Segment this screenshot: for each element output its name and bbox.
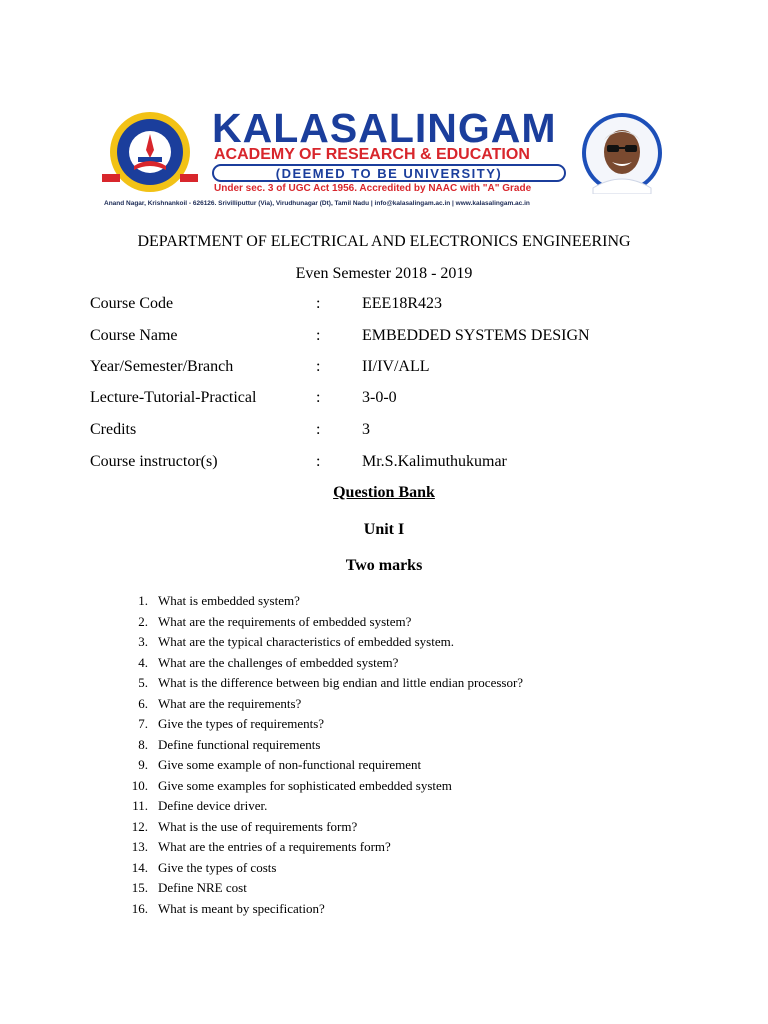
semester-line: Even Semester 2018 - 2019 bbox=[295, 265, 473, 282]
question-item bbox=[0, 838, 768, 859]
question-text: What are the entries of a requirements form? bbox=[158, 839, 391, 854]
separator: : bbox=[316, 453, 321, 470]
question-text: Define device driver. bbox=[158, 798, 268, 813]
question-item bbox=[0, 818, 768, 839]
instructor-value: Mr.S.Kalimuthukumar bbox=[362, 453, 507, 470]
course-name-value: EMBEDDED SYSTEMS DESIGN bbox=[362, 327, 590, 344]
university-name: KALASALINGAM bbox=[212, 105, 557, 151]
question-text: What are the requirements? bbox=[158, 695, 302, 711]
question-item bbox=[0, 797, 768, 818]
question-number: 12. bbox=[131, 818, 148, 834]
ltp-value: 3-0-0 bbox=[362, 389, 397, 406]
question-number: 9. bbox=[138, 757, 148, 772]
question-number: 2. bbox=[138, 613, 148, 629]
instructor-label: Course instructor(s) bbox=[90, 453, 218, 470]
year-semester-branch-label: Year/Semester/Branch bbox=[90, 358, 234, 375]
question-text: What is the difference between big endian and little endian processor? bbox=[158, 675, 524, 690]
question-number: 10. bbox=[131, 777, 148, 793]
address-line: Anand Nagar, Krishnankoil - 626126. Srivilliputtur (Via), Virudhunagar (Dt), Tamil Nadu | info@kalasalingam.ac.in | www.kalasalingam.ac.in bbox=[104, 200, 530, 207]
founder-portrait bbox=[575, 112, 669, 194]
university-subtitle: ACADEMY OF RESEARCH & EDUCATION bbox=[214, 146, 530, 163]
question-text: Give the types of costs bbox=[158, 859, 277, 875]
question-number: 16. bbox=[131, 900, 148, 916]
question-text: What is embedded system? bbox=[158, 593, 300, 608]
separator: : bbox=[316, 358, 321, 375]
question-text: What is meant by specification? bbox=[158, 900, 325, 916]
question-text: Define NRE cost bbox=[158, 880, 247, 895]
question-text: Give the types of requirements? bbox=[158, 716, 325, 731]
question-item bbox=[0, 674, 768, 695]
year-semester-branch-value: II/IV/ALL bbox=[362, 358, 430, 375]
letterhead bbox=[0, 0, 768, 220]
question-text: Define functional requirements bbox=[158, 736, 321, 752]
question-number: 7. bbox=[138, 716, 148, 731]
course-code-value: EEE18R423 bbox=[362, 295, 442, 312]
credits-value: 3 bbox=[362, 421, 370, 438]
credits-label: Credits bbox=[90, 421, 137, 438]
question-item bbox=[0, 633, 768, 654]
question-text: Give some example of non-functional requirement bbox=[158, 757, 422, 772]
question-text: What are the typical characteristics of embedded system. bbox=[158, 634, 454, 649]
question-number: 14. bbox=[131, 859, 148, 875]
question-item bbox=[0, 592, 768, 613]
question-item bbox=[0, 695, 768, 716]
separator: : bbox=[316, 389, 321, 406]
unit-heading: Unit I bbox=[363, 521, 405, 538]
question-number: 3. bbox=[138, 634, 148, 649]
question-item bbox=[0, 900, 768, 921]
question-number: 4. bbox=[138, 654, 148, 670]
question-item bbox=[0, 736, 768, 757]
course-name-label: Course Name bbox=[90, 327, 178, 344]
question-item bbox=[0, 777, 768, 798]
question-number: 13. bbox=[131, 839, 148, 854]
separator: : bbox=[316, 421, 321, 438]
question-number: 6. bbox=[138, 695, 148, 711]
ltp-label: Lecture-Tutorial-Practical bbox=[90, 389, 257, 406]
question-number: 1. bbox=[138, 593, 148, 608]
question-text: What are the challenges of embedded system? bbox=[158, 654, 399, 670]
question-item bbox=[0, 756, 768, 777]
course-code-label: Course Code bbox=[90, 295, 174, 312]
question-item bbox=[0, 879, 768, 900]
question-text: What are the requirements of embedded system? bbox=[158, 613, 412, 629]
separator: : bbox=[316, 327, 321, 344]
question-number: 5. bbox=[138, 675, 148, 690]
question-item bbox=[0, 859, 768, 880]
question-bank-heading: Question Bank bbox=[333, 484, 435, 501]
department-title: DEPARTMENT OF ELECTRICAL AND ELECTRONICS ENGINEERING bbox=[137, 233, 631, 250]
question-item bbox=[0, 654, 768, 675]
question-list bbox=[0, 592, 768, 920]
question-text: What is the use of requirements form? bbox=[158, 818, 358, 834]
question-number: 15. bbox=[131, 880, 148, 895]
question-number: 11. bbox=[132, 798, 148, 813]
university-seal-logo bbox=[98, 110, 202, 196]
accreditation-text: Under sec. 3 of UGC Act 1956. Accredited by NAAC with "A" Grade bbox=[214, 183, 532, 194]
separator: : bbox=[316, 295, 321, 312]
section-heading: Two marks bbox=[345, 557, 423, 574]
question-item bbox=[0, 715, 768, 736]
question-text: Give some examples for sophisticated embedded system bbox=[158, 777, 452, 793]
deemed-university-badge: (DEEMED TO BE UNIVERSITY) bbox=[212, 164, 566, 182]
question-number: 8. bbox=[138, 736, 148, 752]
question-item bbox=[0, 613, 768, 634]
